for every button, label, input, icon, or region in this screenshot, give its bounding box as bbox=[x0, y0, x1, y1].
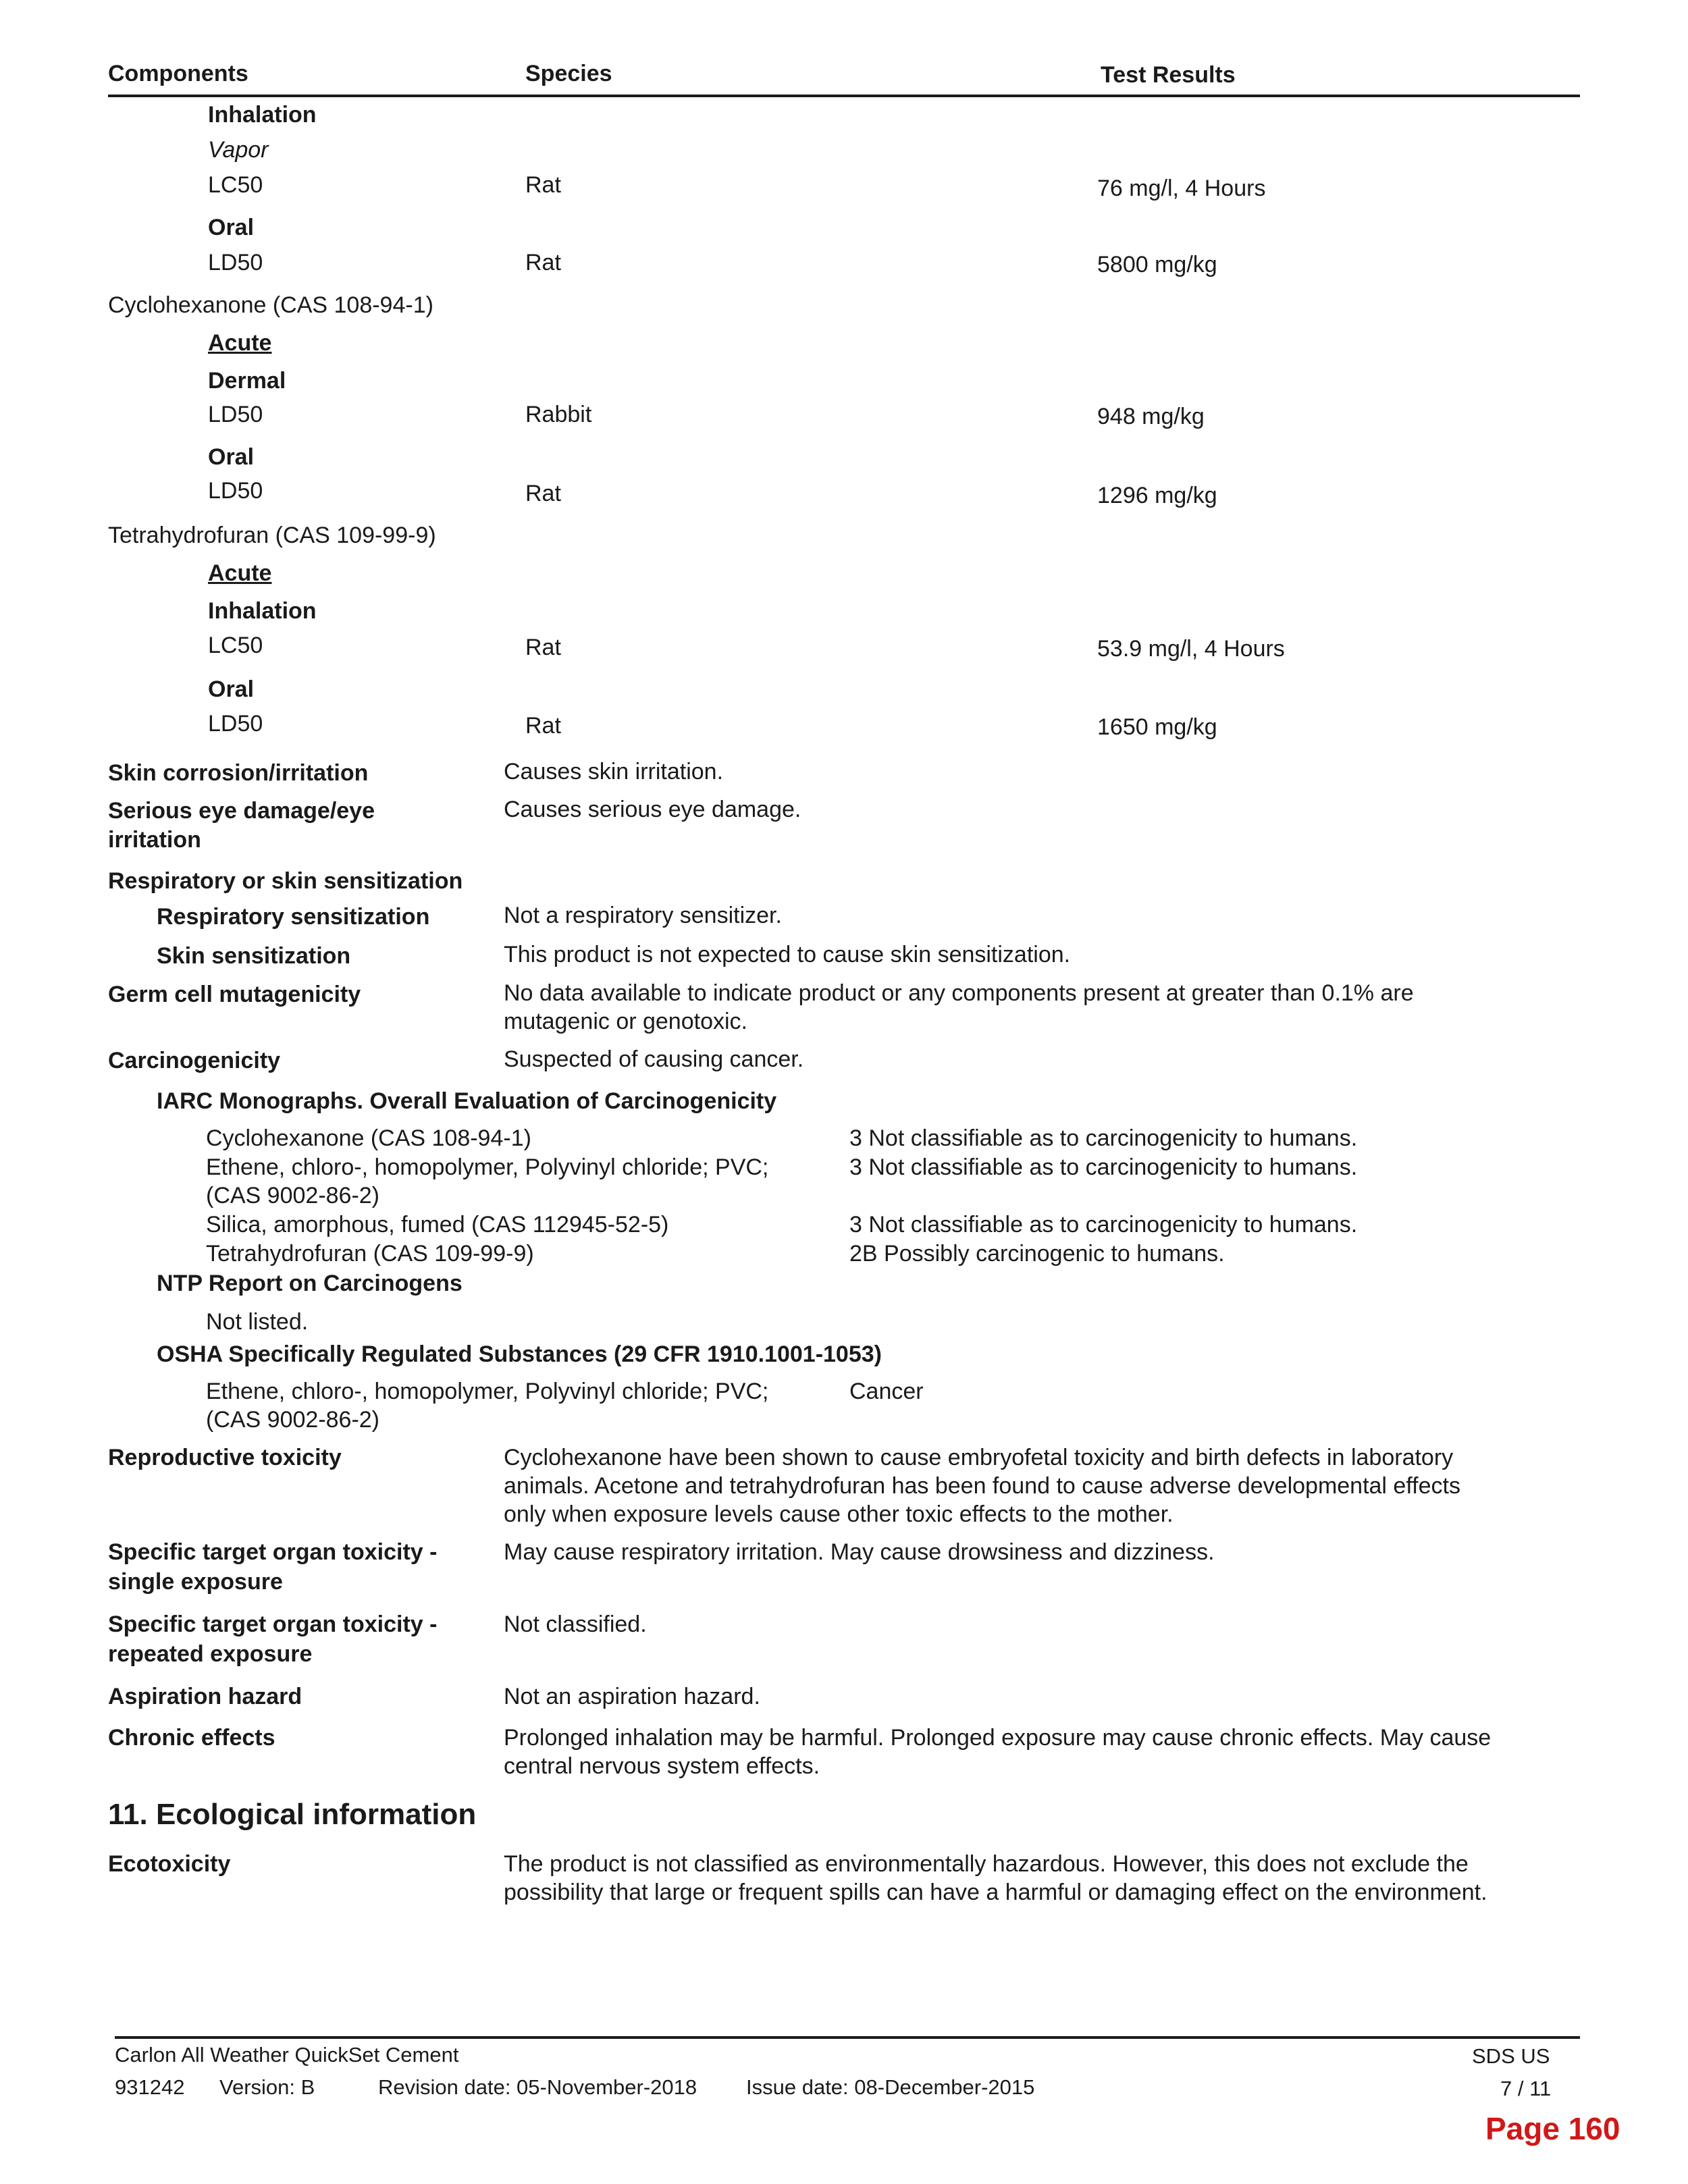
result-oral: 1296 mg/kg bbox=[1097, 483, 1217, 508]
result-dermal: 948 mg/kg bbox=[1097, 404, 1205, 429]
section-11-heading: 11. Ecological information bbox=[108, 1798, 477, 1831]
value-chronic-cont: central nervous system effects. bbox=[504, 1753, 820, 1779]
route-oral: Oral bbox=[208, 444, 255, 470]
species-rat: Rat bbox=[525, 172, 561, 198]
species-rat: Rat bbox=[525, 481, 561, 506]
value-eye-damage: Causes serious eye damage. bbox=[504, 797, 801, 822]
label-stot-single: Specific target organ toxicity - bbox=[108, 1539, 438, 1565]
test-lc50: LC50 bbox=[208, 172, 263, 198]
footer-doc-type: SDS US bbox=[1472, 2044, 1550, 2068]
value-stot-single: May cause respiratory irritation. May cause drowsiness and dizziness. bbox=[504, 1539, 1215, 1565]
iarc-row-result: 3 Not classifiable as to carcinogenicity to humans. bbox=[849, 1154, 1358, 1180]
route-oral: Oral bbox=[208, 676, 255, 702]
footer-page-count: 7 / 11 bbox=[1500, 2077, 1552, 2100]
osha-name: Ethene, chloro-, homopolymer, Polyvinyl chloride; PVC; bbox=[206, 1379, 769, 1404]
result-oral: 1650 mg/kg bbox=[1097, 714, 1217, 740]
value-germ-cell: No data available to indicate product or any components present at greater than 0.1% are bbox=[504, 980, 1414, 1006]
component-cyclohexanone: Cyclohexanone (CAS 108-94-1) bbox=[108, 292, 433, 318]
test-ld50: LD50 bbox=[208, 478, 263, 504]
label-ecotoxicity: Ecotoxicity bbox=[108, 1851, 231, 1877]
label-stot-repeated: Specific target organ toxicity - bbox=[108, 1612, 438, 1637]
value-chronic: Prolonged inhalation may be harmful. Prolonged exposure may cause chronic effects. May cause bbox=[504, 1725, 1492, 1751]
header-species: Species bbox=[525, 61, 612, 86]
route-dermal: Dermal bbox=[208, 368, 286, 394]
route-inhalation: Inhalation bbox=[208, 598, 317, 624]
label-respiratory-sensitization: Respiratory sensitization bbox=[157, 904, 430, 930]
component-tetrahydrofuran: Tetrahydrofuran (CAS 109-99-9) bbox=[108, 523, 436, 548]
test-ld50: LD50 bbox=[208, 250, 263, 275]
value-germ-cell-cont: mutagenic or genotoxic. bbox=[504, 1009, 747, 1034]
label-reproductive: Reproductive toxicity bbox=[108, 1445, 342, 1470]
header-rule bbox=[108, 95, 1580, 97]
label-stot-repeated-cont: repeated exposure bbox=[108, 1641, 313, 1667]
label-stot-single-cont: single exposure bbox=[108, 1569, 283, 1595]
iarc-row-result: 3 Not classifiable as to carcinogenicity to humans. bbox=[849, 1125, 1358, 1151]
iarc-row-name: Ethene, chloro-, homopolymer, Polyvinyl chloride; PVC; bbox=[206, 1154, 769, 1180]
iarc-title: IARC Monographs. Overall Evaluation of Carcinogenicity bbox=[157, 1088, 777, 1114]
species-rat: Rat bbox=[525, 250, 561, 275]
ntp-value: Not listed. bbox=[206, 1309, 309, 1335]
iarc-row-name: Tetrahydrofuran (CAS 109-99-9) bbox=[206, 1241, 534, 1267]
footer-code: 931242 bbox=[115, 2075, 185, 2099]
label-skin-corrosion: Skin corrosion/irritation bbox=[108, 760, 369, 786]
subroute-vapor: Vapor bbox=[208, 137, 269, 163]
value-ecotoxicity: The product is not classified as environmentally hazardous. However, this does not exclude the bbox=[504, 1851, 1469, 1877]
iarc-row-name: Cyclohexanone (CAS 108-94-1) bbox=[206, 1125, 531, 1151]
value-stot-repeated: Not classified. bbox=[504, 1612, 647, 1637]
osha-title: OSHA Specifically Regulated Substances (29 CFR 1910.1001-1053) bbox=[157, 1341, 882, 1367]
label-eye-damage-cont: irritation bbox=[108, 827, 201, 853]
species-rat: Rat bbox=[525, 713, 561, 739]
page-stamp: Page 160 bbox=[1485, 2111, 1620, 2146]
route-inhalation: Inhalation bbox=[208, 102, 317, 128]
footer-product: Carlon All Weather QuickSet Cement bbox=[115, 2043, 459, 2067]
osha-name-cont: (CAS 9002-86-2) bbox=[206, 1407, 380, 1433]
value-respiratory-sensitization: Not a respiratory sensitizer. bbox=[504, 903, 782, 928]
header-components: Components bbox=[108, 61, 248, 86]
iarc-row-result: 3 Not classifiable as to carcinogenicity to humans. bbox=[849, 1212, 1358, 1237]
iarc-row-name: Silica, amorphous, fumed (CAS 112945-52-5) bbox=[206, 1212, 669, 1237]
value-aspiration: Not an aspiration hazard. bbox=[504, 1684, 760, 1709]
footer-revision-date: Revision date: 05-November-2018 bbox=[378, 2075, 697, 2099]
value-ecotoxicity-cont: possibility that large or frequent spills can have a harmful or damaging effect on the environment. bbox=[504, 1880, 1487, 1905]
test-ld50: LD50 bbox=[208, 711, 263, 737]
species-rat: Rat bbox=[525, 635, 561, 660]
acute-label: Acute bbox=[208, 560, 272, 586]
test-lc50: LC50 bbox=[208, 633, 263, 658]
value-skin-sensitization: This product is not expected to cause skin sensitization. bbox=[504, 942, 1071, 967]
value-carcinogenicity: Suspected of causing cancer. bbox=[504, 1046, 804, 1072]
label-resp-skin-sensitization: Respiratory or skin sensitization bbox=[108, 868, 463, 894]
footer-version: Version: B bbox=[219, 2075, 315, 2099]
label-aspiration: Aspiration hazard bbox=[108, 1684, 302, 1709]
route-oral: Oral bbox=[208, 215, 255, 240]
label-germ-cell: Germ cell mutagenicity bbox=[108, 982, 361, 1007]
iarc-row-result: 2B Possibly carcinogenic to humans. bbox=[849, 1241, 1225, 1267]
acute-label: Acute bbox=[208, 330, 272, 356]
footer-rule bbox=[115, 2036, 1580, 2039]
osha-result: Cancer bbox=[849, 1379, 924, 1404]
iarc-row-name-cont: (CAS 9002-86-2) bbox=[206, 1183, 380, 1208]
label-chronic: Chronic effects bbox=[108, 1725, 275, 1751]
value-reproductive-cont: animals. Acetone and tetrahydrofuran has been found to cause adverse developmental effects bbox=[504, 1473, 1460, 1499]
species-rabbit: Rabbit bbox=[525, 402, 592, 427]
label-eye-damage: Serious eye damage/eye bbox=[108, 798, 375, 824]
value-reproductive: Cyclohexanone have been shown to cause embryofetal toxicity and birth defects in laboratory bbox=[504, 1445, 1454, 1470]
ntp-title: NTP Report on Carcinogens bbox=[157, 1271, 463, 1296]
value-reproductive-cont: only when exposure levels cause other toxic effects to the mother. bbox=[504, 1501, 1173, 1527]
footer-issue-date: Issue date: 08-December-2015 bbox=[746, 2075, 1035, 2099]
test-ld50: LD50 bbox=[208, 402, 263, 427]
result-inhalation: 53.9 mg/l, 4 Hours bbox=[1097, 636, 1285, 662]
value-skin-corrosion: Causes skin irritation. bbox=[504, 759, 724, 784]
result-ld50: 5800 mg/kg bbox=[1097, 252, 1217, 277]
label-carcinogenicity: Carcinogenicity bbox=[108, 1048, 281, 1073]
result-lc50: 76 mg/l, 4 Hours bbox=[1097, 176, 1266, 201]
header-test-results: Test Results bbox=[1101, 62, 1236, 88]
label-skin-sensitization: Skin sensitization bbox=[157, 943, 351, 969]
